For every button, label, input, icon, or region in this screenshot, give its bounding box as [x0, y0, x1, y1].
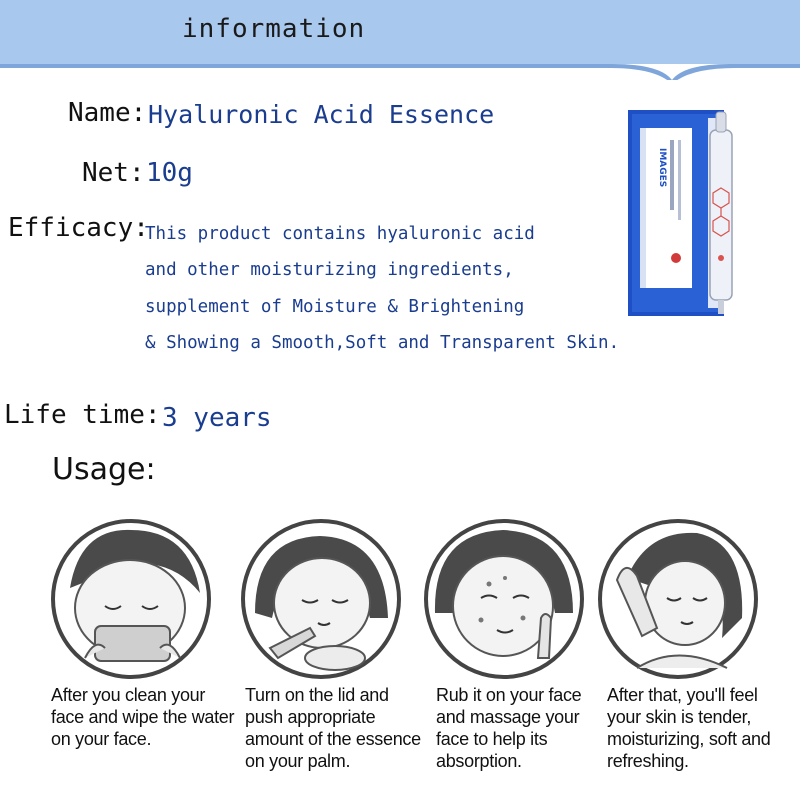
efficacy-line-3: supplement of Moisture & Brightening	[145, 297, 525, 317]
efficacy-line-2: and other moisturizing ingredients,	[145, 260, 514, 280]
step-4-line-4: refreshing.	[607, 751, 689, 771]
step-1-text	[51, 684, 234, 750]
step-2-line-4: on your palm.	[245, 751, 351, 771]
step-2-line-2: push appropriate	[245, 707, 376, 727]
step-3-line-3: face to help its	[436, 729, 548, 749]
girl-relaxed-icon	[597, 518, 759, 680]
step-2-line-1: Turn on the lid and	[245, 685, 389, 705]
efficacy-line-1: This product contains hyaluronic acid	[145, 224, 535, 244]
girl-washing-face-icon	[50, 518, 212, 680]
product-brand-text: IMAGES	[657, 148, 667, 188]
step-3-text	[436, 684, 581, 772]
lifetime-value: 3 years	[162, 403, 272, 433]
step-1-line-3: on your face.	[51, 729, 152, 749]
girl-applying-essence-icon	[240, 518, 402, 680]
step-2-line-3: amount of the essence	[245, 729, 421, 749]
net-label: Net:	[82, 158, 145, 188]
header-title: information	[182, 14, 366, 44]
girl-massaging-face-icon	[423, 518, 585, 680]
step-2-text	[245, 684, 421, 772]
lifetime-label: Life time:	[4, 400, 161, 430]
efficacy-line-4: & Showing a Smooth,Soft and Transparent Skin.	[145, 333, 620, 353]
product-sachet-image	[626, 108, 752, 318]
step-4-line-1: After that, you'll feel	[607, 685, 758, 705]
name-value: Hyaluronic Acid Essence	[148, 100, 495, 129]
step-4-line-3: moisturizing, soft and	[607, 729, 771, 749]
step-3-line-2: and massage your	[436, 707, 580, 727]
net-value: 10g	[146, 158, 193, 188]
step-4-text	[607, 684, 770, 772]
name-label: Name:	[68, 98, 147, 128]
usage-heading: Usage:	[52, 452, 156, 487]
step-4-line-2: your skin is tender,	[607, 707, 752, 727]
header-decoration	[0, 0, 800, 80]
efficacy-label: Efficacy:	[8, 213, 149, 243]
step-3-line-1: Rub it on your face	[436, 685, 582, 705]
step-1-line-1: After you clean your	[51, 685, 206, 705]
step-3-line-4: absorption.	[436, 751, 522, 771]
step-1-line-2: face and wipe the water	[51, 707, 235, 727]
